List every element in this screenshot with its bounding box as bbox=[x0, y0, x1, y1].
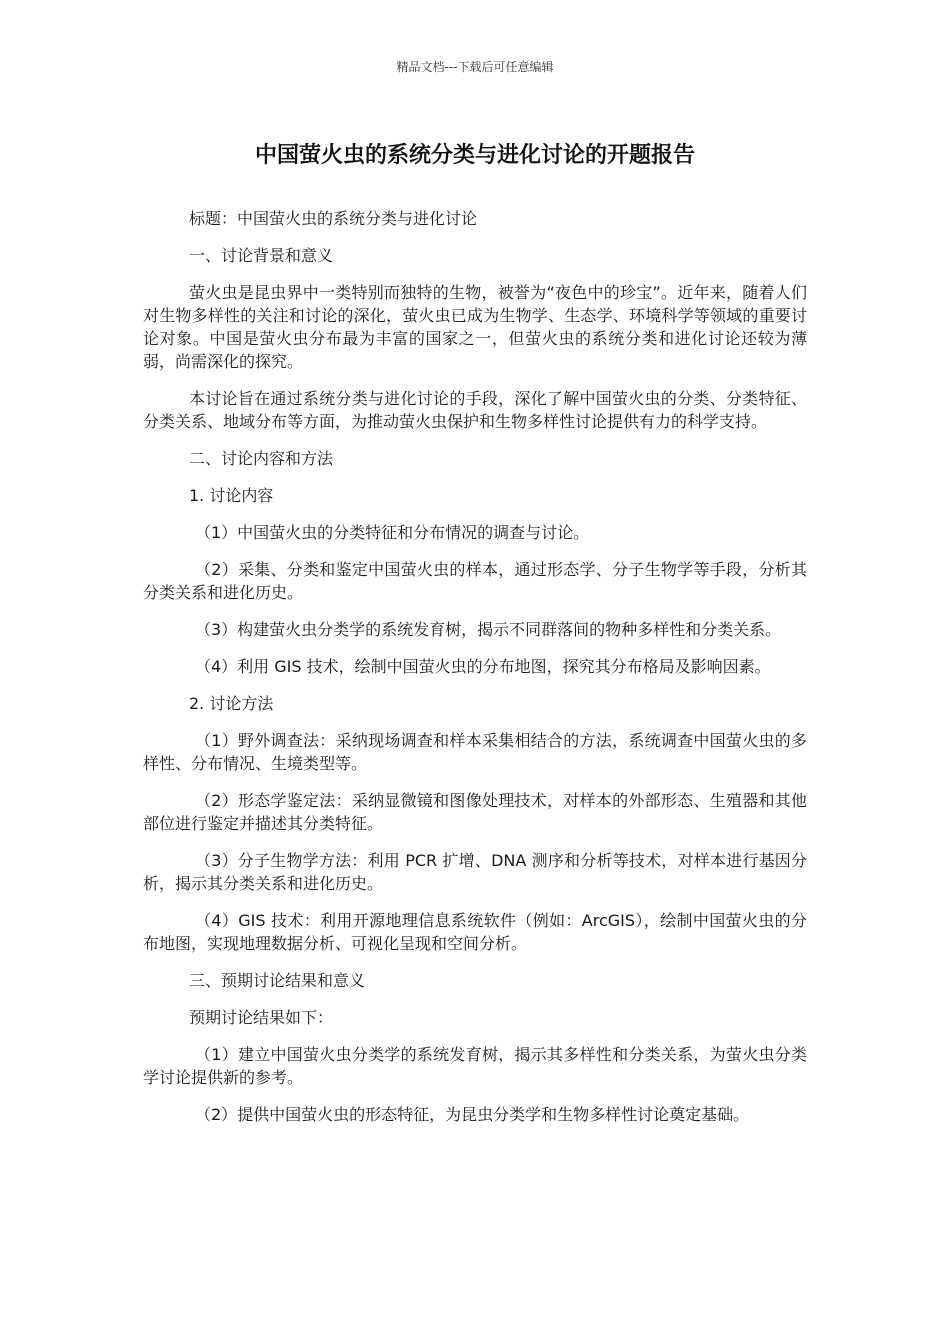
method-item-2: （2）形态学鉴定法：采纳显微镜和图像处理技术，对样本的外部形态、生殖器和其他部位进行鉴定并描述其分类特征。 bbox=[143, 791, 807, 833]
subheading-content: 1. 讨论内容 bbox=[189, 486, 274, 505]
paragraph-subject: 标题：中国萤火虫的系统分类与进化讨论 bbox=[189, 209, 478, 228]
paragraph-purpose: 本讨论旨在通过系统分类与进化讨论的手段，深化了解中国萤火虫的分类、分类特征、分类关系、地域分布等方面，为推动萤火虫保护和生物多样性讨论提供有力的科学支持。 bbox=[143, 389, 807, 431]
document-title: 中国萤火虫的系统分类与进化讨论的开题报告 bbox=[254, 143, 695, 168]
document-body bbox=[143, 207, 807, 1140]
result-item-1: （1）建立中国萤火虫分类学的系统发育树，揭示其多样性和分类关系，为萤火虫分类学讨论提供新的参考。 bbox=[143, 1045, 807, 1087]
content-item-1: （1）中国萤火虫的分类特征和分布情况的调查与讨论。 bbox=[195, 523, 590, 542]
method-item-4: （4）GIS 技术：利用开源地理信息系统软件（例如：ArcGIS），绘制中国萤火虫的分布地图，实现地理数据分析、可视化呈现和空间分析。 bbox=[143, 911, 807, 953]
method-item-1: （1）野外调查法：采纳现场调查和样本采集相结合的方法，系统调查中国萤火虫的多样性、分布情况、生境类型等。 bbox=[143, 731, 807, 773]
method-item-3: （3）分子生物学方法：利用 PCR 扩增、DNA 测序和分析等技术，对样本进行基因分析，揭示其分类关系和进化历史。 bbox=[143, 851, 807, 893]
paragraph-expected-intro: 预期讨论结果如下： bbox=[189, 1008, 334, 1027]
content-item-2: （2）采集、分类和鉴定中国萤火虫的样本，通过形态学、分子生物学等手段，分析其分类关系和进化历史。 bbox=[143, 560, 807, 602]
section-heading-expected-results: 三、预期讨论结果和意义 bbox=[189, 971, 366, 990]
subheading-methods: 2. 讨论方法 bbox=[189, 694, 274, 713]
content-item-3: （3）构建萤火虫分类学的系统发育树，揭示不同群落间的物种多样性和分类关系。 bbox=[195, 620, 782, 639]
result-item-2: （2）提供中国萤火虫的形态特征，为昆虫分类学和生物多样性讨论奠定基础。 bbox=[195, 1105, 750, 1124]
section-heading-background: 一、讨论背景和意义 bbox=[189, 246, 334, 265]
paragraph-background: 萤火虫是昆虫界中一类特别而独特的生物，被誉为“夜色中的珍宝”。近年来，随着人们对生物多样性的关注和讨论的深化，萤火虫已成为生物学、生态学、环境科学等领域的重要讨论对象。中国是萤火虫分布最为丰富的国家之一，但萤火虫的系统分类和进化讨论还较为薄弱，尚需深化的探究。 bbox=[143, 283, 807, 371]
page-header: 精品文档---下载后可任意编辑 bbox=[396, 60, 554, 74]
content-item-4: （4）利用 GIS 技术，绘制中国萤火虫的分布地图，探究其分布格局及影响因素。 bbox=[195, 657, 771, 676]
section-heading-content-methods: 二、讨论内容和方法 bbox=[189, 449, 334, 468]
